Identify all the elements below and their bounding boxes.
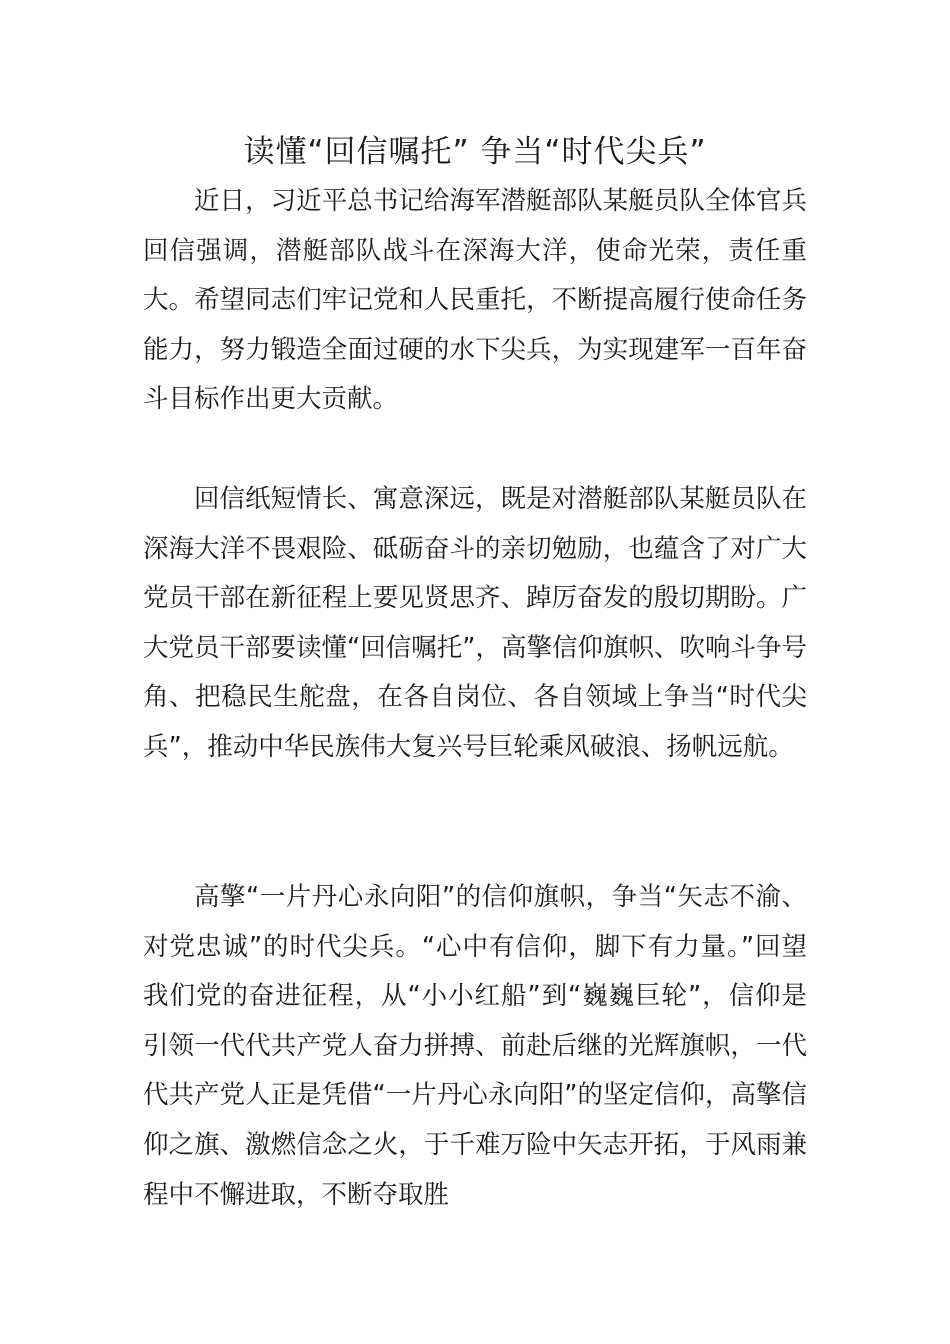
document-title: 读懂“回信嘱托” 争当“时代尖兵” — [243, 134, 707, 170]
paragraph-2: 回信纸短情长、寓意深远，既是对潜艇部队某艇员队在深海大洋不畏艰险、砥砺奋斗的亲切勉励，也蕴含了对广大党员干部在新征程上要见贤思齐、踔厉奋发的殷切期盼。广大党员干部要读懂“回信嘱托”，高擎信仰旗帜、吹响斗争号角、把稳民生舵盘，在各自岗位、各自领域上争当“时代尖兵”，推动中华民族伟大复兴号巨轮乘风破浪、扬帆远航。 — [143, 484, 807, 762]
paragraph-1: 近日，习近平总书记给海军潜艇部队某艇员队全体官兵回信强调，潜艇部队战斗在深海大洋，使命光荣，责任重大。希望同志们牢记党和人民重托，不断提高履行使命任务能力，努力锻造全面过硬的水下尖兵，为实现建军一百年奋斗目标作出更大贡献。 — [143, 186, 807, 415]
paragraph-3: 高擎“一片丹心永向阳”的信仰旗帜，争当“矢志不渝、对党忠诚”的时代尖兵。“心中有信仰，脚下有力量。”回望我们党的奋进征程，从“小小红船”到“巍巍巨轮”，信仰是引领一代代共产党人奋力拼搏、前赴后继的光辉旗帜，一代代共产党人正是凭借“一片丹心永向阳”的坚定信仰，高擎信仰之旗、激燃信念之火，于千难万险中矢志开拓，于风雨兼程中不懈进取，不断夺取胜 — [143, 882, 807, 1210]
